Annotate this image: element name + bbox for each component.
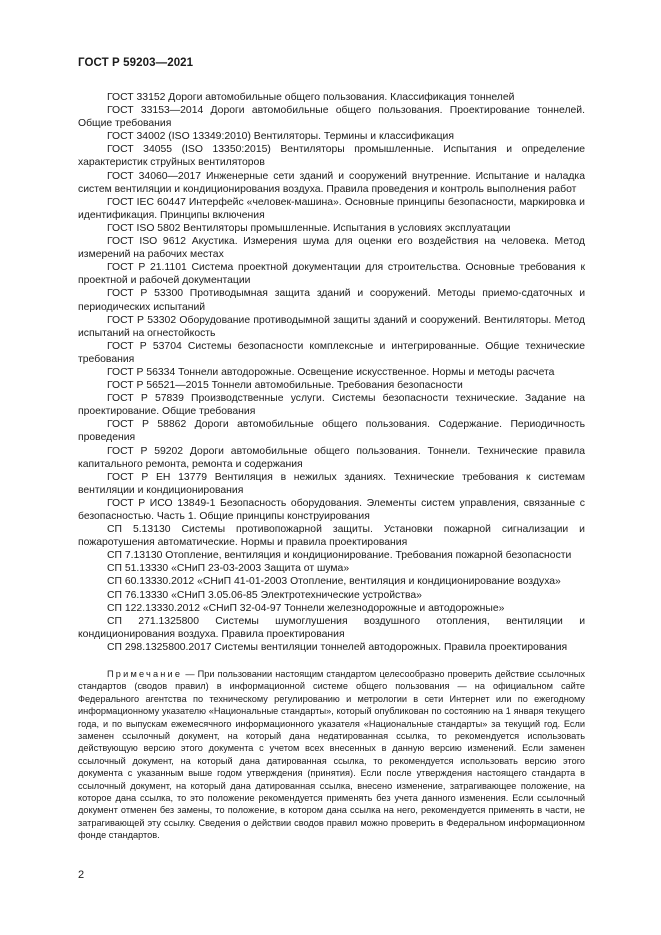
reference-item: ГОСТ 33153—2014 Дороги автомобильные общего пользования. Проектирование тоннелей. Общие требования bbox=[78, 105, 585, 130]
page-number: 2 bbox=[78, 869, 85, 881]
reference-item: СП 122.13330.2012 «СНиП 32-04-97 Тоннели железнодорожные и автодорожные» bbox=[107, 602, 505, 614]
reference-item: СП 5.13130 Системы противопожарной защиты. Установки пожарной сигнализации и пожаротушения автоматические. Нормы и правила проектирования bbox=[78, 524, 585, 549]
reference-item: ГОСТ 34002 (ISO 13349:2010) Вентиляторы. Термины и классификация bbox=[107, 131, 454, 143]
reference-item: ГОСТ Р 53300 Противодымная защита зданий и сооружений. Методы приемо-сдаточных и периодических испытаний bbox=[78, 288, 585, 313]
note-label: Примечание bbox=[107, 669, 183, 679]
reference-item: СП 51.13330 «СНиП 23-03-2003 Защита от шума» bbox=[107, 563, 350, 575]
reference-item: ГОСТ Р 53704 Системы безопасности комплексные и интегрированные. Общие технические требования bbox=[78, 340, 585, 365]
note-text: — При пользовании настоящим стандартом целесообразно проверить действие ссылочных стандартов (сводов правил) в информационной системе общего пользования — на официальном сайте Федерального агентства по техническому регулированию и метрологии в сети Интернет или по ежегодному информационному указателю «Национальные стандарты», который опубликован по состоянию на 1 января текущего года, и по выпускам ежемесячного информационного указателя «Национальные стандарты» за текущий год. Если заменен ссылочный документ, на который дана недатированная ссылка, то рекомендуется использовать действующую версию этого документа с учетом всех внесенных в данную версию изменений. Если заменен ссылочный документ, на который дана датированная ссылка, то рекомендуется использовать версию этого документа с указанным выше годом утверждения (принятия). Если после утверждения настоящего стандарта в ссылочный документ, на который дана датированная ссылка, внесено изменение, затрагивающее положение, на которое дана ссылка, то это положение рекомендуется применять без учета данного изменения. Если ссылочный документ отменен без замены, то положение, в котором дана ссылка на него, рекомендуется применять в части, не затрагивающей эту ссылку. Сведения о действии сводов правил можно проверить в Федеральном информационном фонде стандартов. bbox=[78, 669, 585, 841]
reference-item: ГОСТ Р 53302 Оборудование противодымной защиты зданий и сооружений. Вентиляторы. Метод испытаний на огнестойкость bbox=[78, 314, 585, 339]
reference-item: СП 76.13330 «СНиП 3.05.06-85 Электротехнические устройства» bbox=[107, 589, 422, 601]
reference-item: ГОСТ Р 56334 Тоннели автодорожные. Освещение искусственное. Нормы и методы расчета bbox=[107, 366, 555, 378]
reference-item: СП 7.13130 Отопление, вентиляция и кондиционирование. Требования пожарной безопасности bbox=[107, 550, 572, 562]
reference-item: ГОСТ 34055 (ISO 13350:2015) Вентиляторы промышленные. Испытания и определение характеристик струйных вентиляторов bbox=[78, 144, 585, 169]
reference-item: СП 298.1325800.2017 Системы вентиляции тоннелей автодорожных. Правила проектирования bbox=[107, 641, 568, 653]
reference-item: ГОСТ 33152 Дороги автомобильные общего пользования. Классификация тоннелей bbox=[107, 92, 515, 103]
reference-item: ГОСТ ISO 5802 Вентиляторы промышленные. Испытания в условиях эксплуатации bbox=[107, 222, 511, 234]
reference-item: ГОСТ Р 21.1101 Система проектной документации для строительства. Основные требования к проектной и рабочей документации bbox=[78, 262, 585, 287]
document-header: ГОСТ Р 59203—2021 bbox=[78, 57, 194, 69]
reference-item: СП 60.13330.2012 «СНиП 41-01-2003 Отопление, вентиляция и кондиционирование воздуха» bbox=[107, 576, 561, 588]
reference-item: ГОСТ IEC 60447 Интерфейс «человек-машина». Основные принципы безопасности, маркировка и идентификация. Принципы включения bbox=[78, 196, 585, 221]
note-paragraph bbox=[78, 668, 585, 842]
reference-item: ГОСТ Р 57839 Производственные услуги. Системы безопасности технические. Задание на проектирование. Общие требования bbox=[78, 393, 585, 418]
reference-item: ГОСТ ISO 9612 Акустика. Измерения шума для оценки его воздействия на человека. Метод измерений на рабочих местах bbox=[78, 236, 585, 261]
reference-item: ГОСТ Р ЕН 13779 Вентиляция в нежилых зданиях. Технические требования к системам вентиляции и кондиционирования bbox=[78, 471, 585, 496]
reference-item: ГОСТ Р 59202 Дороги автомобильные общего пользования. Тоннели. Технические правила капитального ремонта, ремонта и содержания bbox=[78, 445, 585, 470]
reference-item: ГОСТ Р 56521—2015 Тоннели автомобильные. Требования безопасности bbox=[107, 380, 463, 392]
reference-item: ГОСТ 34060—2017 Инженерные сети зданий и сооружений внутренние. Испытание и наладка систем вентиляции и кондиционирования воздуха. Правила проведения и контроль выполнения работ bbox=[78, 170, 585, 195]
reference-item: ГОСТ Р 58862 Дороги автомобильные общего пользования. Содержание. Периодичность проведения bbox=[78, 419, 585, 444]
references-list bbox=[78, 91, 585, 654]
reference-item: СП 271.1325800 Системы шумоглушения воздушного отопления, вентиляции и кондиционирования воздуха. Правила проектирования bbox=[78, 615, 585, 640]
reference-item: ГОСТ Р ИСО 13849-1 Безопасность оборудования. Элементы систем управления, связанные с безопасностью. Часть 1. Общие принципы конструирования bbox=[78, 497, 585, 522]
